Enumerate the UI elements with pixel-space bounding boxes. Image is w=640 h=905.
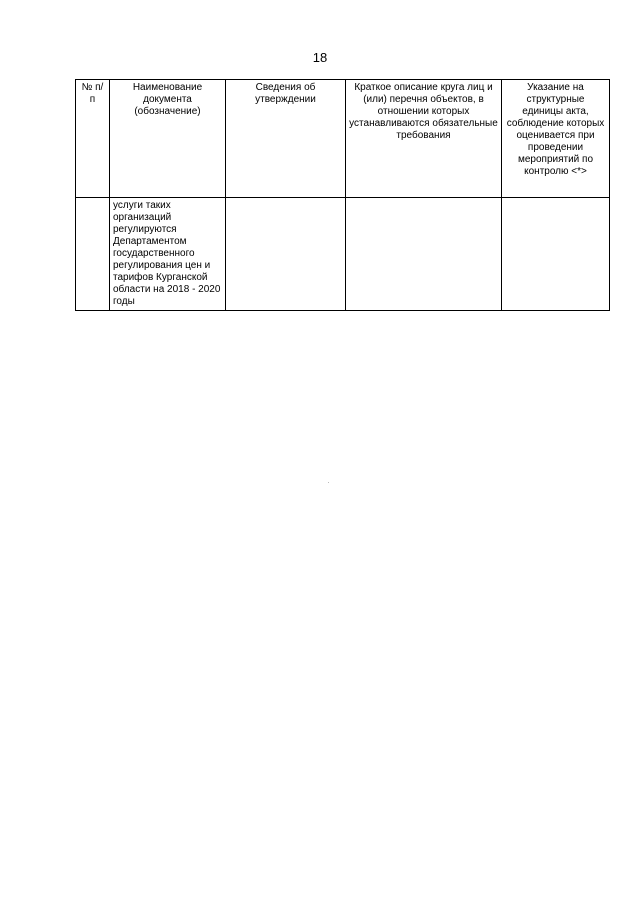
header-approval-info: Сведения об утверждении [226, 80, 346, 198]
header-document-name: Наименование документа (обозначение) [110, 80, 226, 198]
header-number: № п/п [76, 80, 110, 198]
cell-structural-units [502, 198, 610, 311]
cell-document-name: услуги таких организаций регулируются Департаментом государственного регулирования цен и тарифов Курганской области на 2018 - 2020 годы [110, 198, 226, 311]
table-header-row [76, 80, 610, 198]
scan-speck [328, 482, 329, 483]
table-row [76, 198, 610, 311]
header-scope-description: Краткое описание круга лиц и (или) перечня объектов, в отношении которых устанавливаются обязательные требования [346, 80, 502, 198]
cell-approval-info [226, 198, 346, 311]
page-number: 18 [312, 50, 328, 65]
requirements-table [75, 79, 610, 311]
header-structural-units: Указание на структурные единицы акта, соблюдение которых оценивается при проведении мероприятий по контролю <*> [502, 80, 610, 198]
cell-number [76, 198, 110, 311]
cell-scope-description [346, 198, 502, 311]
